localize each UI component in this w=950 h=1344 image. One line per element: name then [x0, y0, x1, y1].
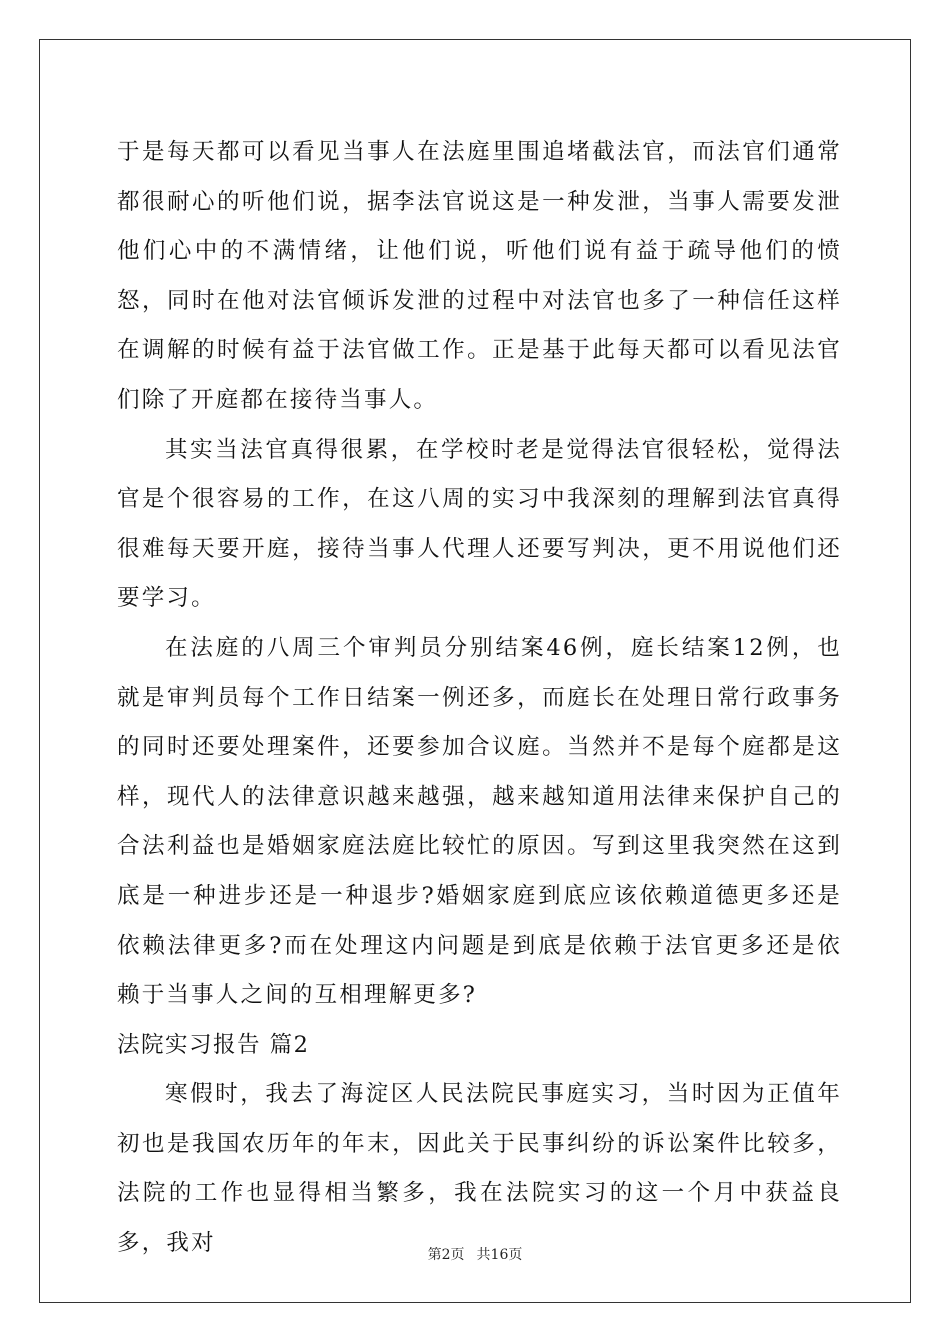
paragraph-3: 在法庭的八周三个审判员分别结案46例，庭长结案12例，也就是审判员每个工作日结案一例还多，而庭长在处理日常行政事务的同时还要处理案件，还要参加合议庭。当然并不是每个庭都是这样，现代人的法律意识越来越强，越来越知道用法律来保护自己的合法利益也是婚姻家庭法庭比较忙的原因。写到这里我突然在这到底是一种进步还是一种退步?婚姻家庭到底应该依赖道德更多还是依赖法律更多?而在处理这内问题是到底是依赖于法官更多还是依赖于当事人之间的互相理解更多?: [117, 634, 842, 1009]
page-footer: [0, 1244, 950, 1264]
paragraph-1: 于是每天都可以看见当事人在法庭里围追堵截法官，而法官们通常都很耐心的听他们说，据李法官说这是一种发泄，当事人需要发泄他们心中的不满情绪，让他们说，听他们说有益于疏导他们的愤怒，同时在他对法官倾诉发泄的过程中对法官也多了一种信任这样在调解的时候有益于法官做工作。正是基于此每天都可以看见法官们除了开庭都在接待当事人。: [117, 139, 842, 413]
document-body: [117, 128, 842, 1269]
page-number: 第2页: [427, 1247, 465, 1263]
paragraph-4: 寒假时，我去了海淀区人民法院民事庭实习，当时因为正值年初也是我国农历年的年末，因此关于民事纠纷的诉讼案件比较多，法院的工作也显得相当繁多，我在法院实习的这一个月中获益良多，我对: [117, 1081, 842, 1257]
page-total: 共16页: [476, 1247, 523, 1263]
section-heading: 法院实习报告 篇2: [117, 1031, 310, 1058]
paragraph-2: 其实当法官真得很累，在学校时老是觉得法官很轻松，觉得法官是个很容易的工作，在这八周的实习中我深刻的理解到法官真得很难每天要开庭，接待当事人代理人还要写判决，更不用说他们还要学习。: [117, 436, 842, 612]
